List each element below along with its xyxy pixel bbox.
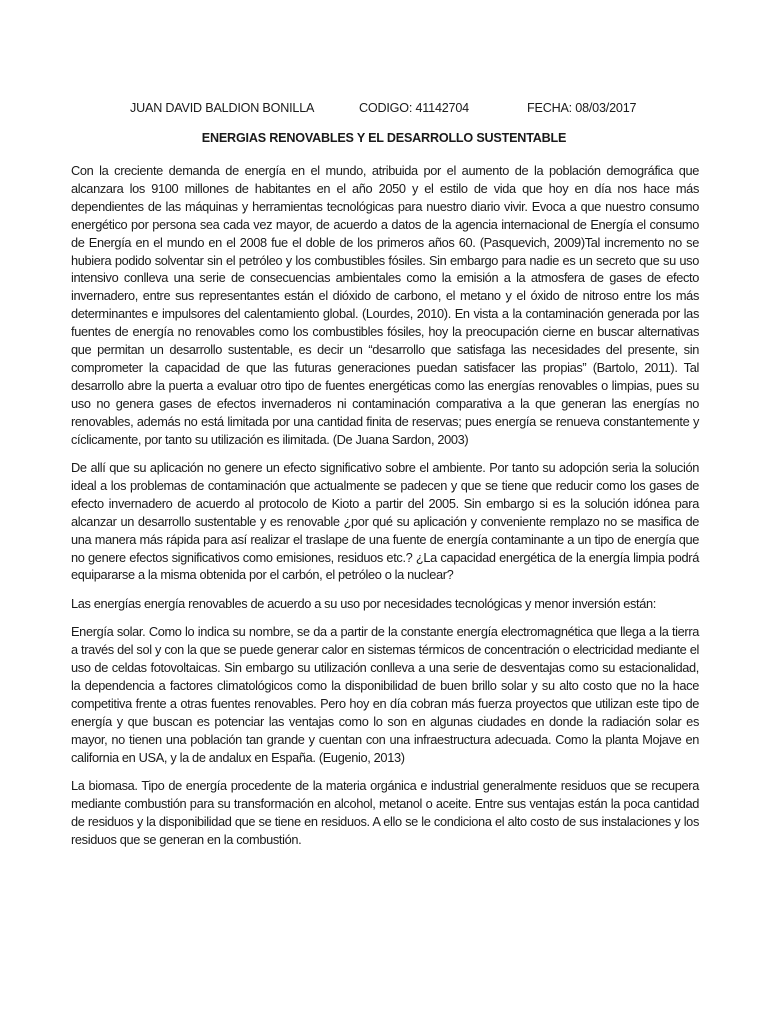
paragraph: Con la creciente demanda de energía en el mundo, atribuida por el aumento de la población demográfica que alcanzara los 9100 millones de habitantes en el año 2050 y el estilo de vida que hoy en día nos hace más dependientes de las máquinas y herramientas tecnológicas para nuestro diario vivir. Evoca a que nuestro consumo energético por persona sea cada vez mayor, de acuerdo a datos de la agencia internacional de Energía el consumo de Energía en el mundo en el 2008 fue el doble de los primeros años 60. (Pasquevich, 2009)Tal incremento no se hubiera podido solventar sin el petróleo y los combustibles fósiles. Sin embargo para nadie es un secreto que su uso intensivo conlleva una serie de consecuencias ambientales como la emisión a la atmosfera de gases de efecto invernadero, entre sus representantes están el dióxido de carbono, el metano y el óxido de nitroso entre los más determinantes e impulsores del calentamiento global. (Lourdes, 2010). En vista a la contaminación generada por las fuentes de energía no renovables como los combustibles fósiles, hoy la preocupación cierne en buscar alternativas que permitan un desarrollo sustentable, es decir un “desarrollo que satisfaga las necesidades del presente, sin comprometer la capacidad de que las futuras generaciones puedan satisfacer las propias” (Bartolo, 2011). Tal desarrollo abre la puerta a evaluar otro tipo de fuentes energéticas como las energías renovables o limpias, pues su uso no genera gases de efectos invernaderos ni contaminación comparativa a la que generan las energías no renovables, además no está limitada por una cantidad finita de reservas; pues energía se renueva constantemente y cíclicamente, por tanto su utilización es ilimitada. (De Juana Sardon, 2003) (71, 163, 699, 447)
paragraph: Energía solar. Como lo indica su nombre, se da a partir de la constante energía electromagnética que llega a la tierra a través del sol y con la que se puede generar calor en sistemas térmicos de concentración o electricidad mediante el uso de celdas fotovoltaicas. Sin embargo su utilización conlleva a una serie de desventajas como su estacionalidad, la dependencia a factores climatológicos como la disponibilidad de buen brillo solar y su alto costo que no la hace competitiva frente a otras fuentes renovables. Pero hoy en día cobran más fuerza proyectos que utilizan este tipo de energía y que buscan es potenciar las ventajas como lo son en algunas ciudades en donde la radiación solar es mayor, no tienen una población tan grande y cuentan con una infraestructura adecuada. Como la planta Mojave en california en USA, y la de andalux en España. (Eugenio, 2013) (71, 624, 699, 765)
document-date: FECHA: 08/03/2017 (527, 101, 637, 115)
author-name: JUAN DAVID BALDION BONILLA (130, 101, 315, 115)
paragraph: De allí que su aplicación no genere un efecto significativo sobre el ambiente. Por tanto su adopción seria la solución ideal a los problemas de contaminación que actualmente se padecen y que se tiene que reducir como los gases de efecto invernadero de acuerdo al protocolo de Kioto a partir del 2005. Sin embargo si es la solución idónea para alcanzar un desarrollo sustentable y es renovable ¿por qué su aplicación y conveniente remplazo no se masifica de una manera más rápida para así realizar el traslape de una fuente de energía contaminante a un tipo de energía que no genere efectos significativos como emisiones, residuos etc.? ¿La capacidad energética de la energía limpia podrá equipararse a la misma obtenida por el carbón, el petróleo o la nuclear? (71, 460, 699, 583)
document-title: ENERGIAS RENOVABLES Y EL DESARROLLO SUSTENTABLE (201, 131, 567, 145)
paragraph: Las energías energía renovables de acuerdo a su uso por necesidades tecnológicas y menor inversión están: (71, 595, 656, 611)
paragraph: La biomasa. Tipo de energía procedente de la materia orgánica e industrial generalmente residuos que se recupera mediante combustión para su transformación en alcohol, metanol o aceite. Entre sus ventajas están la poca cantidad de residuos y la disponibilidad que se tiene en residuos. A ello se le condiciona el alto costo de sus instalaciones y los residuos que se generan en la combustión. (71, 778, 699, 847)
document-header (0, 101, 768, 121)
student-code: CODIGO: 41142704 (359, 101, 469, 115)
document-body (71, 162, 699, 849)
